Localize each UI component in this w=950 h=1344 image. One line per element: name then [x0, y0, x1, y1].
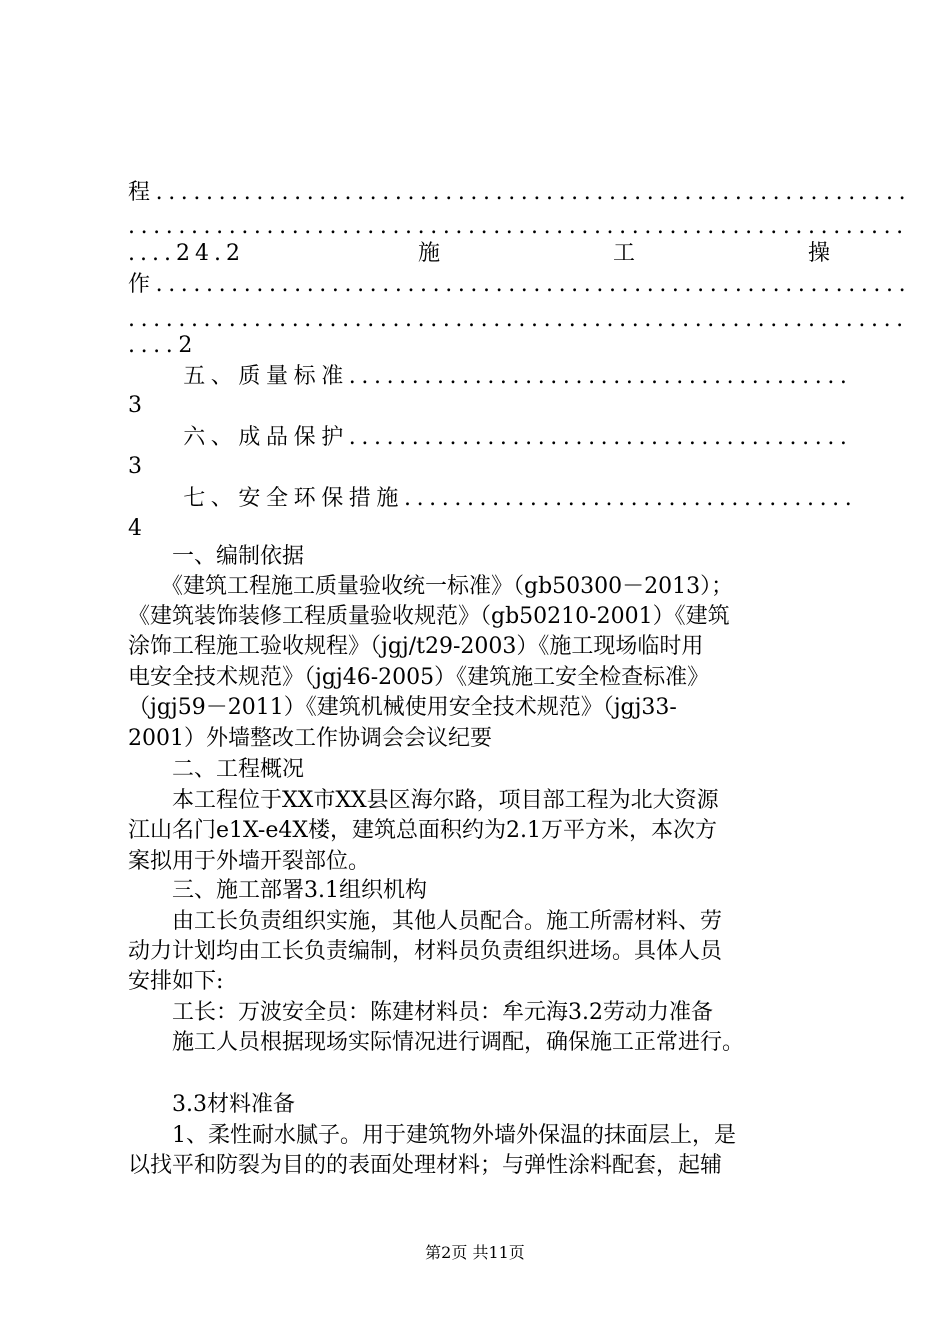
toc-entry-quality: 五、质量标准........................................: [128, 364, 853, 389]
body-text-line: 工长：万波安全员：陈建材料员：牟元海3.2劳动力准备: [128, 1000, 713, 1025]
body-text-line: 施工人员根据现场实际情况进行调配，确保施工正常进行。: [128, 1030, 745, 1055]
toc-line: 程............................................................: [128, 180, 912, 205]
toc-entry-protection: 六、成品保护........................................: [128, 425, 853, 450]
body-text-line: 以找平和防裂为目的的表面处理材料；与弹性涂料配套，起辅: [128, 1153, 723, 1178]
body-text-line: 涂饰工程施工验收规程》（jgj/t29-2003）《施工现场临时用: [128, 634, 704, 659]
toc-line: 作............................................................: [128, 272, 912, 297]
toc-line: ..............................................................: [128, 214, 909, 239]
toc-fragment: 施: [417, 241, 440, 266]
toc-page-number: 3: [128, 393, 142, 418]
toc-page-number: 4: [128, 516, 142, 541]
body-text-line: 《建筑工程施工质量验收统一标准》（gb50300－2013）；: [128, 574, 734, 599]
toc-line: ..............................................................: [128, 307, 909, 332]
section-heading: 三、施工部署3.1组织机构: [128, 878, 427, 903]
toc-page-number: 3: [128, 454, 142, 479]
toc-line-justified: [128, 239, 830, 269]
toc-line: ....2: [128, 333, 198, 358]
body-text-line: 电安全技术规范》（jgj46-2005）《建筑施工安全检查标准》: [128, 665, 710, 690]
body-text-line: 2001）外墙整改工作协调会会议纪要: [128, 726, 492, 751]
body-text-line: （jgj59－2011）《建筑机械使用安全技术规范》（jgj33-: [128, 695, 677, 720]
page-footer: 第2页 共11页: [425, 1243, 525, 1262]
toc-fragment: ....24.2: [128, 241, 245, 266]
body-text-line: 动力计划均由工长负责编制，材料员负责组织进场。具体人员: [128, 939, 723, 964]
body-text-line: 由工长负责组织实施，其他人员配合。施工所需材料、劳: [128, 909, 723, 934]
section-heading: 3.3材料准备: [128, 1092, 295, 1117]
body-text-line: 江山名门e1X-e4X楼，建筑总面积约为2.1万平方米，本次方: [128, 818, 717, 843]
body-text-line: 本工程位于XX市XX县区海尔路，项目部工程为北大资源: [128, 788, 719, 813]
body-text-line: 案拟用于外墙开裂部位。: [128, 849, 371, 874]
section-heading: 一、编制依据: [128, 544, 305, 569]
body-text-line: 《建筑装饰装修工程质量验收规范》（gb50210-2001）《建筑: [128, 604, 730, 629]
body-text-line: 安排如下:: [128, 969, 224, 994]
body-text-line: 1、柔性耐水腻子。用于建筑物外墙外保温的抹面层上，是: [128, 1123, 736, 1148]
toc-fragment: 工: [612, 241, 635, 266]
toc-fragment: 操: [807, 241, 830, 266]
toc-entry-safety: 七、安全环保措施....................................: [128, 486, 858, 511]
section-heading: 二、工程概况: [128, 757, 305, 782]
